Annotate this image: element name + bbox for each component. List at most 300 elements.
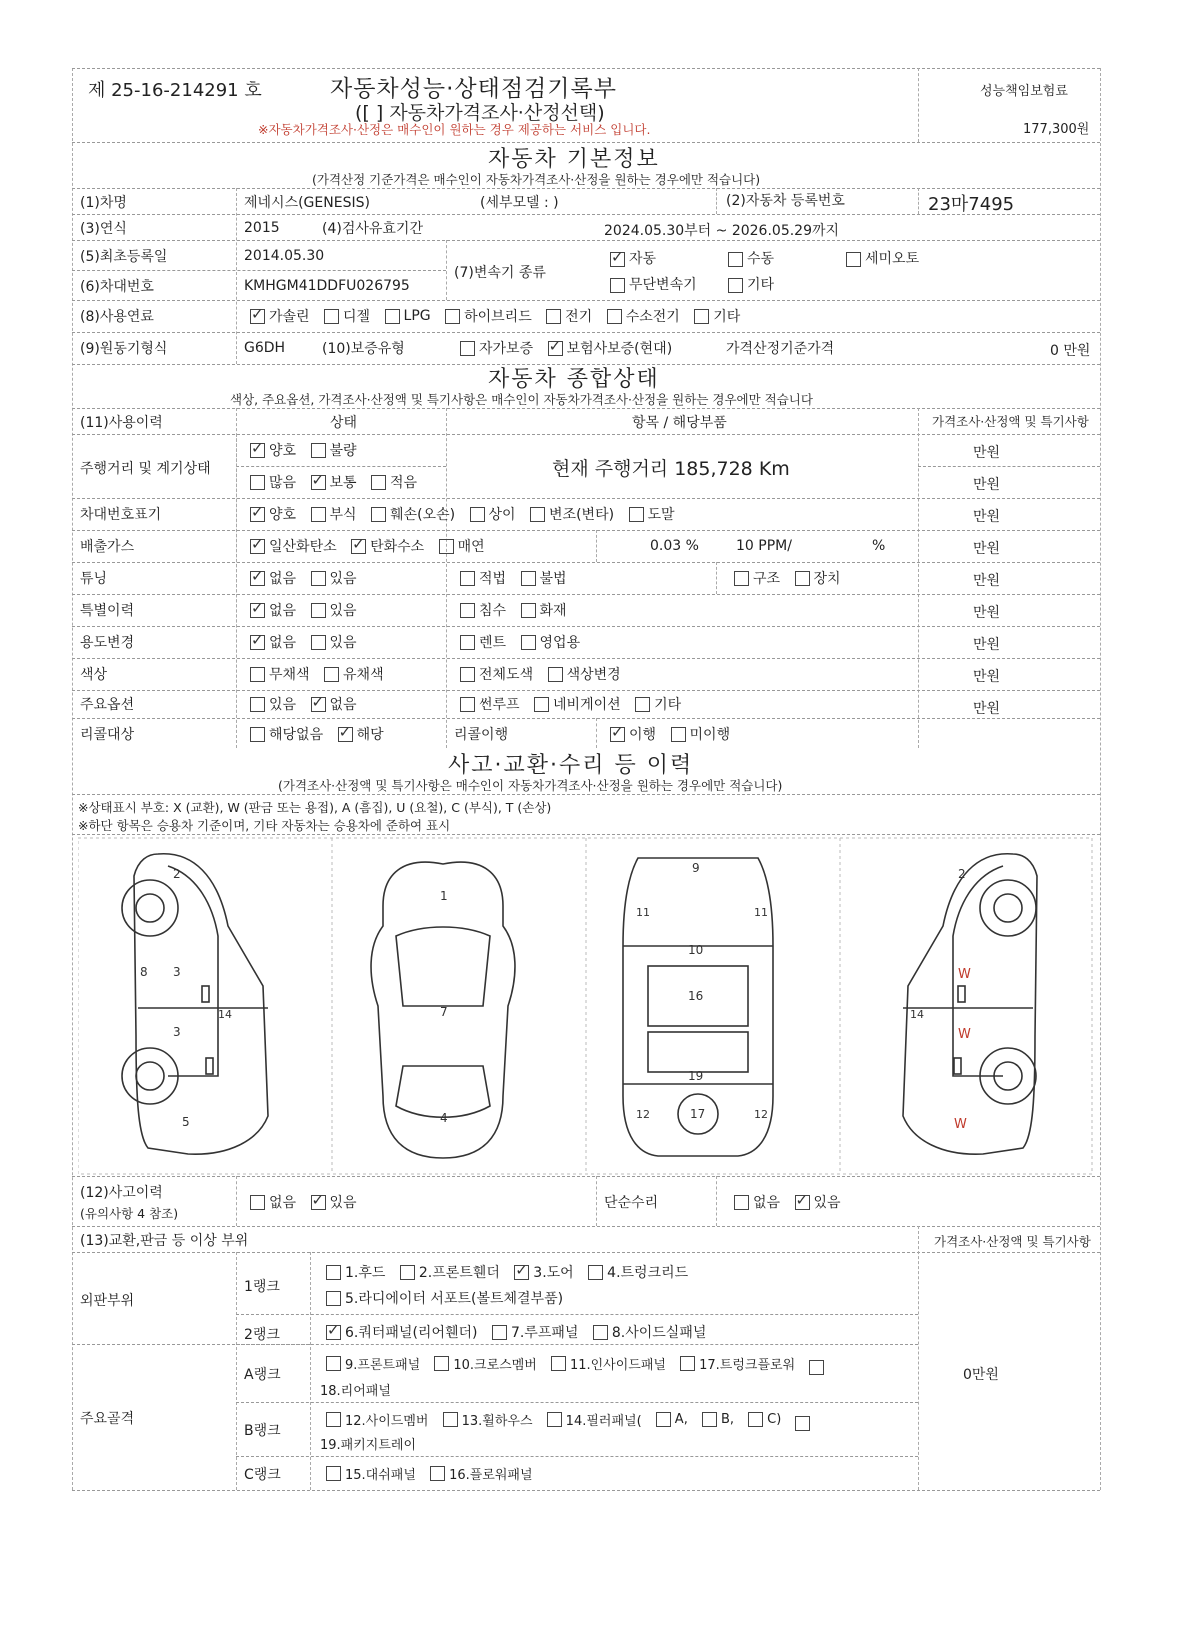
text: 부식: [329, 507, 357, 523]
option: [551, 1354, 666, 1373]
option: [795, 1192, 841, 1212]
rankA-label: A랭크: [244, 1367, 281, 1383]
checkbox[interactable]: [460, 571, 475, 586]
checkbox[interactable]: [795, 1416, 810, 1431]
vin-mark-opts: [250, 504, 685, 526]
car-side-left: [122, 854, 268, 1154]
trans-etc[interactable]: [728, 274, 774, 294]
recall-opts2: [610, 724, 740, 746]
text: 양호: [269, 443, 297, 459]
text: 침수: [479, 603, 507, 619]
text: 렌트: [479, 635, 507, 651]
text: 5.라디에이터 서포트(볼트체결부품): [345, 1291, 564, 1307]
divider: [310, 1252, 311, 1490]
option: [748, 1412, 781, 1427]
text: 색상변경: [566, 667, 621, 683]
engine: G6DH: [244, 340, 286, 356]
text: 구조: [753, 571, 781, 587]
insurance-value: 177,300원: [1023, 122, 1090, 137]
checkbox-checked[interactable]: [250, 539, 265, 554]
option: [671, 724, 731, 744]
price-unit: 만원: [973, 509, 1001, 525]
price-unit: 만원: [973, 637, 1001, 653]
text: 없음: [753, 1195, 781, 1211]
checkbox[interactable]: [371, 475, 386, 490]
text: B,: [720, 1412, 735, 1427]
checkbox[interactable]: [607, 309, 622, 324]
car-name: 제네시스(GENESIS): [244, 195, 370, 211]
text: 가솔린: [269, 309, 310, 325]
text: 없음: [269, 603, 297, 619]
text: 불법: [539, 571, 567, 587]
option: [311, 1192, 357, 1212]
checkbox[interactable]: [250, 667, 265, 682]
trans-manual[interactable]: [728, 248, 774, 268]
legend-line-1: ※상태표시 부호: X (교환), W (판금 또는 용접), A (흠집), U (요철), C (부식), T (손상): [78, 800, 552, 815]
text: 기타: [747, 277, 775, 293]
checkbox[interactable]: [250, 727, 265, 742]
text: LPG: [403, 308, 431, 324]
color-opts1: [250, 664, 394, 686]
current-mileage: 현재 주행거리 185,728 Km: [552, 458, 790, 480]
option: [680, 1354, 795, 1373]
checkbox-checked[interactable]: [548, 341, 563, 356]
checkbox[interactable]: [551, 1356, 566, 1371]
divider: [72, 594, 1100, 595]
row-label-mileage: 주행거리 및 계기상태: [80, 461, 211, 477]
frame-label: 주요골격: [80, 1411, 135, 1427]
engine-label: (9)원동기형식: [80, 341, 168, 357]
divider: [596, 718, 597, 748]
checkbox[interactable]: [671, 727, 686, 742]
options-opts1: [250, 694, 367, 716]
checkbox[interactable]: [250, 475, 265, 490]
option: [548, 664, 621, 684]
rank1-items: [326, 1262, 698, 1284]
option: [534, 694, 621, 714]
checkbox[interactable]: [534, 697, 549, 712]
part-number: 2: [958, 867, 966, 881]
divider: [72, 718, 1100, 719]
text: A,: [674, 1412, 688, 1427]
first-reg-label: (5)최초등록일: [80, 249, 168, 265]
checkbox[interactable]: [324, 309, 339, 324]
hc-value: 10 PPM/: [736, 538, 792, 554]
text: 무채색: [269, 667, 310, 683]
option: [656, 1412, 688, 1427]
option: [311, 632, 357, 652]
checkbox[interactable]: [326, 1291, 341, 1306]
option: [460, 568, 506, 588]
checkbox[interactable]: [547, 1412, 562, 1427]
checkbox-checked[interactable]: [250, 507, 265, 522]
option: [514, 1262, 573, 1282]
option: [439, 536, 485, 556]
reg-no: 23마7495: [928, 194, 1015, 215]
option: [326, 1322, 477, 1342]
emission-opts: [250, 536, 495, 558]
checkbox[interactable]: [326, 1466, 341, 1481]
option: [326, 1262, 385, 1282]
col-item: 항목 / 해당부품: [632, 415, 727, 431]
option: [521, 632, 581, 652]
rankC-label: C랭크: [244, 1467, 281, 1483]
validity: 2024.05.30부터 ~ 2026.05.29까지: [604, 223, 840, 239]
checkbox[interactable]: [326, 1265, 341, 1280]
text: 있음: [813, 1195, 841, 1211]
checkbox[interactable]: [460, 603, 475, 618]
text: 전체도색: [479, 667, 534, 683]
checkbox[interactable]: [434, 1356, 449, 1371]
text: 있음: [329, 571, 357, 587]
text: 자가보증: [479, 341, 534, 357]
divider: [236, 1314, 918, 1315]
divider: [918, 188, 919, 214]
part-number: 16: [688, 989, 704, 1003]
option: [371, 504, 455, 524]
divider: [72, 188, 1100, 189]
trans-auto[interactable]: [610, 248, 656, 268]
divider: [72, 626, 1100, 627]
rankB-label: B랭크: [244, 1423, 281, 1439]
checkbox-checked[interactable]: [250, 571, 265, 586]
checkbox[interactable]: [728, 278, 743, 293]
checkbox[interactable]: [311, 443, 326, 458]
divider: [236, 1402, 918, 1403]
option: [460, 694, 520, 714]
part-number: 3: [173, 1025, 181, 1039]
checkbox[interactable]: [610, 278, 625, 293]
option: [311, 472, 357, 492]
checkbox[interactable]: [546, 309, 561, 324]
option: [250, 600, 296, 620]
transmission-label: (7)변속기 종류: [454, 265, 546, 281]
checkbox[interactable]: [311, 507, 326, 522]
divider: [72, 1252, 1100, 1253]
checkbox[interactable]: [445, 309, 460, 324]
checkbox[interactable]: [311, 571, 326, 586]
divider: [446, 408, 447, 748]
row-label-color: 색상: [80, 667, 108, 683]
price-unit: 만원: [973, 445, 1001, 461]
text: 14.필러패널(: [565, 1414, 642, 1429]
option: [734, 568, 780, 588]
rank1-items2: [326, 1288, 573, 1310]
divider: [716, 1176, 717, 1226]
damage-mark-w: W: [958, 967, 971, 982]
text: 7.루프패널: [510, 1325, 579, 1341]
damage-mark-w: W: [958, 1027, 971, 1042]
divider: [716, 562, 717, 594]
divider: [72, 434, 1100, 435]
divider: [72, 498, 1100, 499]
checkbox[interactable]: [629, 507, 644, 522]
text: 보험사보증(현대): [566, 341, 673, 357]
part-number: 2: [173, 867, 181, 881]
checkbox[interactable]: [460, 667, 475, 682]
text: 해당없음: [269, 727, 324, 743]
option: [311, 504, 357, 524]
option: [400, 1262, 500, 1282]
col-price: 가격조사·산정액 및 특기사항: [932, 414, 1089, 429]
text: 미이행: [689, 727, 731, 743]
divider: [72, 562, 1100, 563]
option: [492, 1322, 578, 1342]
option: [385, 308, 431, 324]
checkbox[interactable]: [809, 1360, 824, 1375]
row-label-options: 주요옵션: [80, 697, 135, 713]
checkbox[interactable]: [702, 1412, 717, 1427]
frame-left: [72, 68, 73, 1490]
document-title: 자동차성능·상태점검기록부: [330, 76, 617, 102]
checkbox[interactable]: [734, 1195, 749, 1210]
frame-right: [1100, 68, 1101, 1490]
checkbox-checked[interactable]: [610, 727, 625, 742]
fuel-options: [250, 306, 750, 328]
checkbox[interactable]: [548, 667, 563, 682]
simple-opts: [734, 1192, 851, 1214]
option: [326, 1354, 420, 1373]
checkbox-checked[interactable]: [311, 475, 326, 490]
checkbox[interactable]: [250, 697, 265, 712]
checkbox-checked[interactable]: [351, 539, 366, 554]
row-label-emission: 배출가스: [80, 539, 135, 555]
reg-no-label: (2)자동차 등록번호: [726, 193, 845, 209]
text: 기타: [654, 697, 682, 713]
smoke-value: %: [872, 538, 886, 554]
option: [470, 504, 516, 524]
checkbox[interactable]: [748, 1412, 763, 1427]
text: 수소전기: [625, 309, 680, 325]
option: [629, 504, 675, 524]
checkbox[interactable]: [734, 571, 749, 586]
checkbox-checked[interactable]: [326, 1325, 341, 1340]
checkbox[interactable]: [588, 1265, 603, 1280]
text: 변조(변타): [549, 507, 615, 523]
row-label-vin-mark: 차대번호표기: [80, 507, 162, 523]
divider: [236, 466, 446, 467]
text: 9.프론트패널: [345, 1358, 421, 1373]
checkbox[interactable]: [460, 697, 475, 712]
document-subtitle: ([ ] 자동차가격조사·산정선택): [355, 102, 605, 124]
checkbox[interactable]: [521, 603, 536, 618]
checkbox[interactable]: [728, 252, 743, 267]
checkbox[interactable]: [439, 539, 454, 554]
checkbox[interactable]: [400, 1265, 415, 1280]
col-state: 상태: [330, 415, 358, 431]
text: 이행: [629, 727, 657, 743]
text: 있음: [329, 1195, 357, 1211]
checkbox[interactable]: [430, 1466, 445, 1481]
divider: [716, 188, 717, 214]
parts-label: (13)교환,판금 등 이상 부위: [80, 1233, 249, 1249]
checkbox-checked[interactable]: [338, 727, 353, 742]
checkbox-checked[interactable]: [311, 1195, 326, 1210]
checkbox-checked[interactable]: [250, 443, 265, 458]
divider: [72, 834, 1100, 835]
checkbox-checked[interactable]: [610, 252, 625, 267]
checkbox[interactable]: [521, 635, 536, 650]
option: [460, 338, 533, 358]
option: [250, 472, 296, 492]
checkbox[interactable]: [694, 309, 709, 324]
tuning-opts3: [734, 568, 851, 590]
text: 17.트렁크플로워: [699, 1358, 796, 1373]
text: 4.트렁크리드: [607, 1265, 689, 1281]
part-number: 1: [440, 889, 448, 903]
first-reg: 2014.05.30: [244, 248, 325, 264]
checkbox[interactable]: [521, 571, 536, 586]
part-number: 14: [910, 1008, 924, 1021]
checkbox[interactable]: [492, 1325, 507, 1340]
checkbox[interactable]: [593, 1325, 608, 1340]
accident-opts: [250, 1192, 367, 1214]
base-price: 0 만원: [1050, 343, 1091, 359]
part-number: 12: [754, 1108, 768, 1121]
text: 11.인사이드패널: [569, 1358, 666, 1373]
option: [324, 664, 384, 684]
text: 해당: [356, 727, 384, 743]
checkbox-checked[interactable]: [250, 309, 265, 324]
text: 무단변속기: [629, 277, 697, 293]
text: 2.프론트휀더: [418, 1265, 500, 1281]
divider: [236, 434, 237, 748]
divider: [72, 300, 1100, 301]
rank2-label: 2랭크: [244, 1327, 280, 1343]
divider: [236, 1176, 237, 1226]
car-diagram: [78, 836, 1094, 1176]
text: 디젤: [343, 309, 371, 325]
text: 10.크로스멤버: [453, 1358, 537, 1373]
option: [521, 568, 567, 588]
rankB-items: [326, 1410, 814, 1431]
status-section-title: 자동차 종합상태: [488, 367, 660, 392]
text: 일산화탄소: [269, 539, 337, 555]
checkbox[interactable]: [460, 341, 475, 356]
text: 적음: [390, 475, 418, 491]
col-history: (11)사용이력: [80, 415, 163, 431]
row-label-special: 특별이력: [80, 603, 135, 619]
checkbox[interactable]: [846, 252, 861, 267]
option: [311, 600, 357, 620]
text: 기타: [713, 309, 741, 325]
part-number: 5: [182, 1115, 190, 1129]
divider: [72, 240, 1100, 241]
option: [351, 536, 424, 556]
checkbox[interactable]: [385, 309, 400, 324]
mileage-opts1: [250, 440, 367, 462]
part-number: 14: [218, 1008, 232, 1021]
text: 하이브리드: [464, 309, 532, 325]
checkbox[interactable]: [635, 697, 650, 712]
parts-price-label: 가격조사·산정액 및 특기사항: [934, 1234, 1091, 1249]
checkbox-checked[interactable]: [514, 1265, 529, 1280]
co-value: 0.03 %: [650, 538, 699, 554]
checkbox[interactable]: [311, 635, 326, 650]
parts-price: 0만원: [963, 1367, 999, 1383]
option: [371, 472, 417, 492]
divider: [72, 1490, 1100, 1491]
part-number: 11: [754, 906, 768, 919]
divider: [72, 1226, 1100, 1227]
accident-sub: (유의사항 4 참조): [80, 1206, 179, 1221]
checkbox-checked[interactable]: [795, 1195, 810, 1210]
checkbox[interactable]: [324, 667, 339, 682]
checkbox[interactable]: [371, 507, 386, 522]
divider: [596, 1176, 597, 1226]
simple-repair-label: 단순수리: [604, 1195, 659, 1211]
special-opts2: [460, 600, 577, 622]
divider: [918, 1226, 919, 1490]
usage-opts1: [250, 632, 367, 654]
option: [326, 1464, 416, 1483]
checkbox[interactable]: [795, 571, 810, 586]
option: [702, 1412, 734, 1427]
divider: [72, 530, 1100, 531]
option: [430, 1464, 532, 1483]
option: [250, 440, 296, 460]
car-name-label: (1)차명: [80, 195, 127, 211]
checkbox[interactable]: [326, 1356, 341, 1371]
warranty-label: (10)보증유형: [322, 341, 405, 357]
text: 있음: [329, 603, 357, 619]
option: [250, 632, 296, 652]
row-label-tuning: 튜닝: [80, 571, 108, 587]
trans-semi[interactable]: [846, 248, 919, 268]
checkbox-checked[interactable]: [250, 603, 265, 618]
text: 6.쿼터패널(리어휀더): [345, 1325, 478, 1341]
checkbox[interactable]: [680, 1356, 695, 1371]
divider: [72, 690, 1100, 691]
checkbox[interactable]: [656, 1412, 671, 1427]
checkbox[interactable]: [530, 507, 545, 522]
divider: [72, 214, 1100, 215]
option: [311, 440, 357, 460]
insurance-label: 성능책임보험료: [980, 84, 1068, 99]
text: 자동: [629, 251, 657, 267]
warranty-options: [460, 338, 682, 360]
checkbox[interactable]: [443, 1412, 458, 1427]
checkbox-checked[interactable]: [311, 697, 326, 712]
text: 세미오토: [865, 251, 920, 267]
option: [460, 632, 506, 652]
trans-cvt[interactable]: [610, 274, 697, 294]
mileage-opts2: [250, 472, 427, 494]
text: 전기: [565, 309, 593, 325]
part-number: 11: [636, 906, 650, 919]
text: 유채색: [343, 667, 384, 683]
option: [250, 724, 323, 744]
text: 훼손(오손): [390, 507, 456, 523]
option: [460, 600, 506, 620]
part-number: 10: [688, 943, 704, 957]
checkbox[interactable]: [311, 603, 326, 618]
checkbox[interactable]: [250, 1195, 265, 1210]
usage-opts2: [460, 632, 590, 654]
checkbox[interactable]: [470, 507, 485, 522]
rank2-items: [326, 1322, 716, 1344]
divider: [72, 658, 1100, 659]
text: 탄화수소: [370, 539, 425, 555]
option: [338, 724, 384, 744]
option: [588, 1262, 688, 1282]
text: 영업용: [539, 635, 581, 651]
checkbox-checked[interactable]: [250, 635, 265, 650]
option: [530, 504, 614, 524]
text: 3.도어: [533, 1265, 574, 1281]
checkbox[interactable]: [460, 635, 475, 650]
checkbox[interactable]: [326, 1412, 341, 1427]
